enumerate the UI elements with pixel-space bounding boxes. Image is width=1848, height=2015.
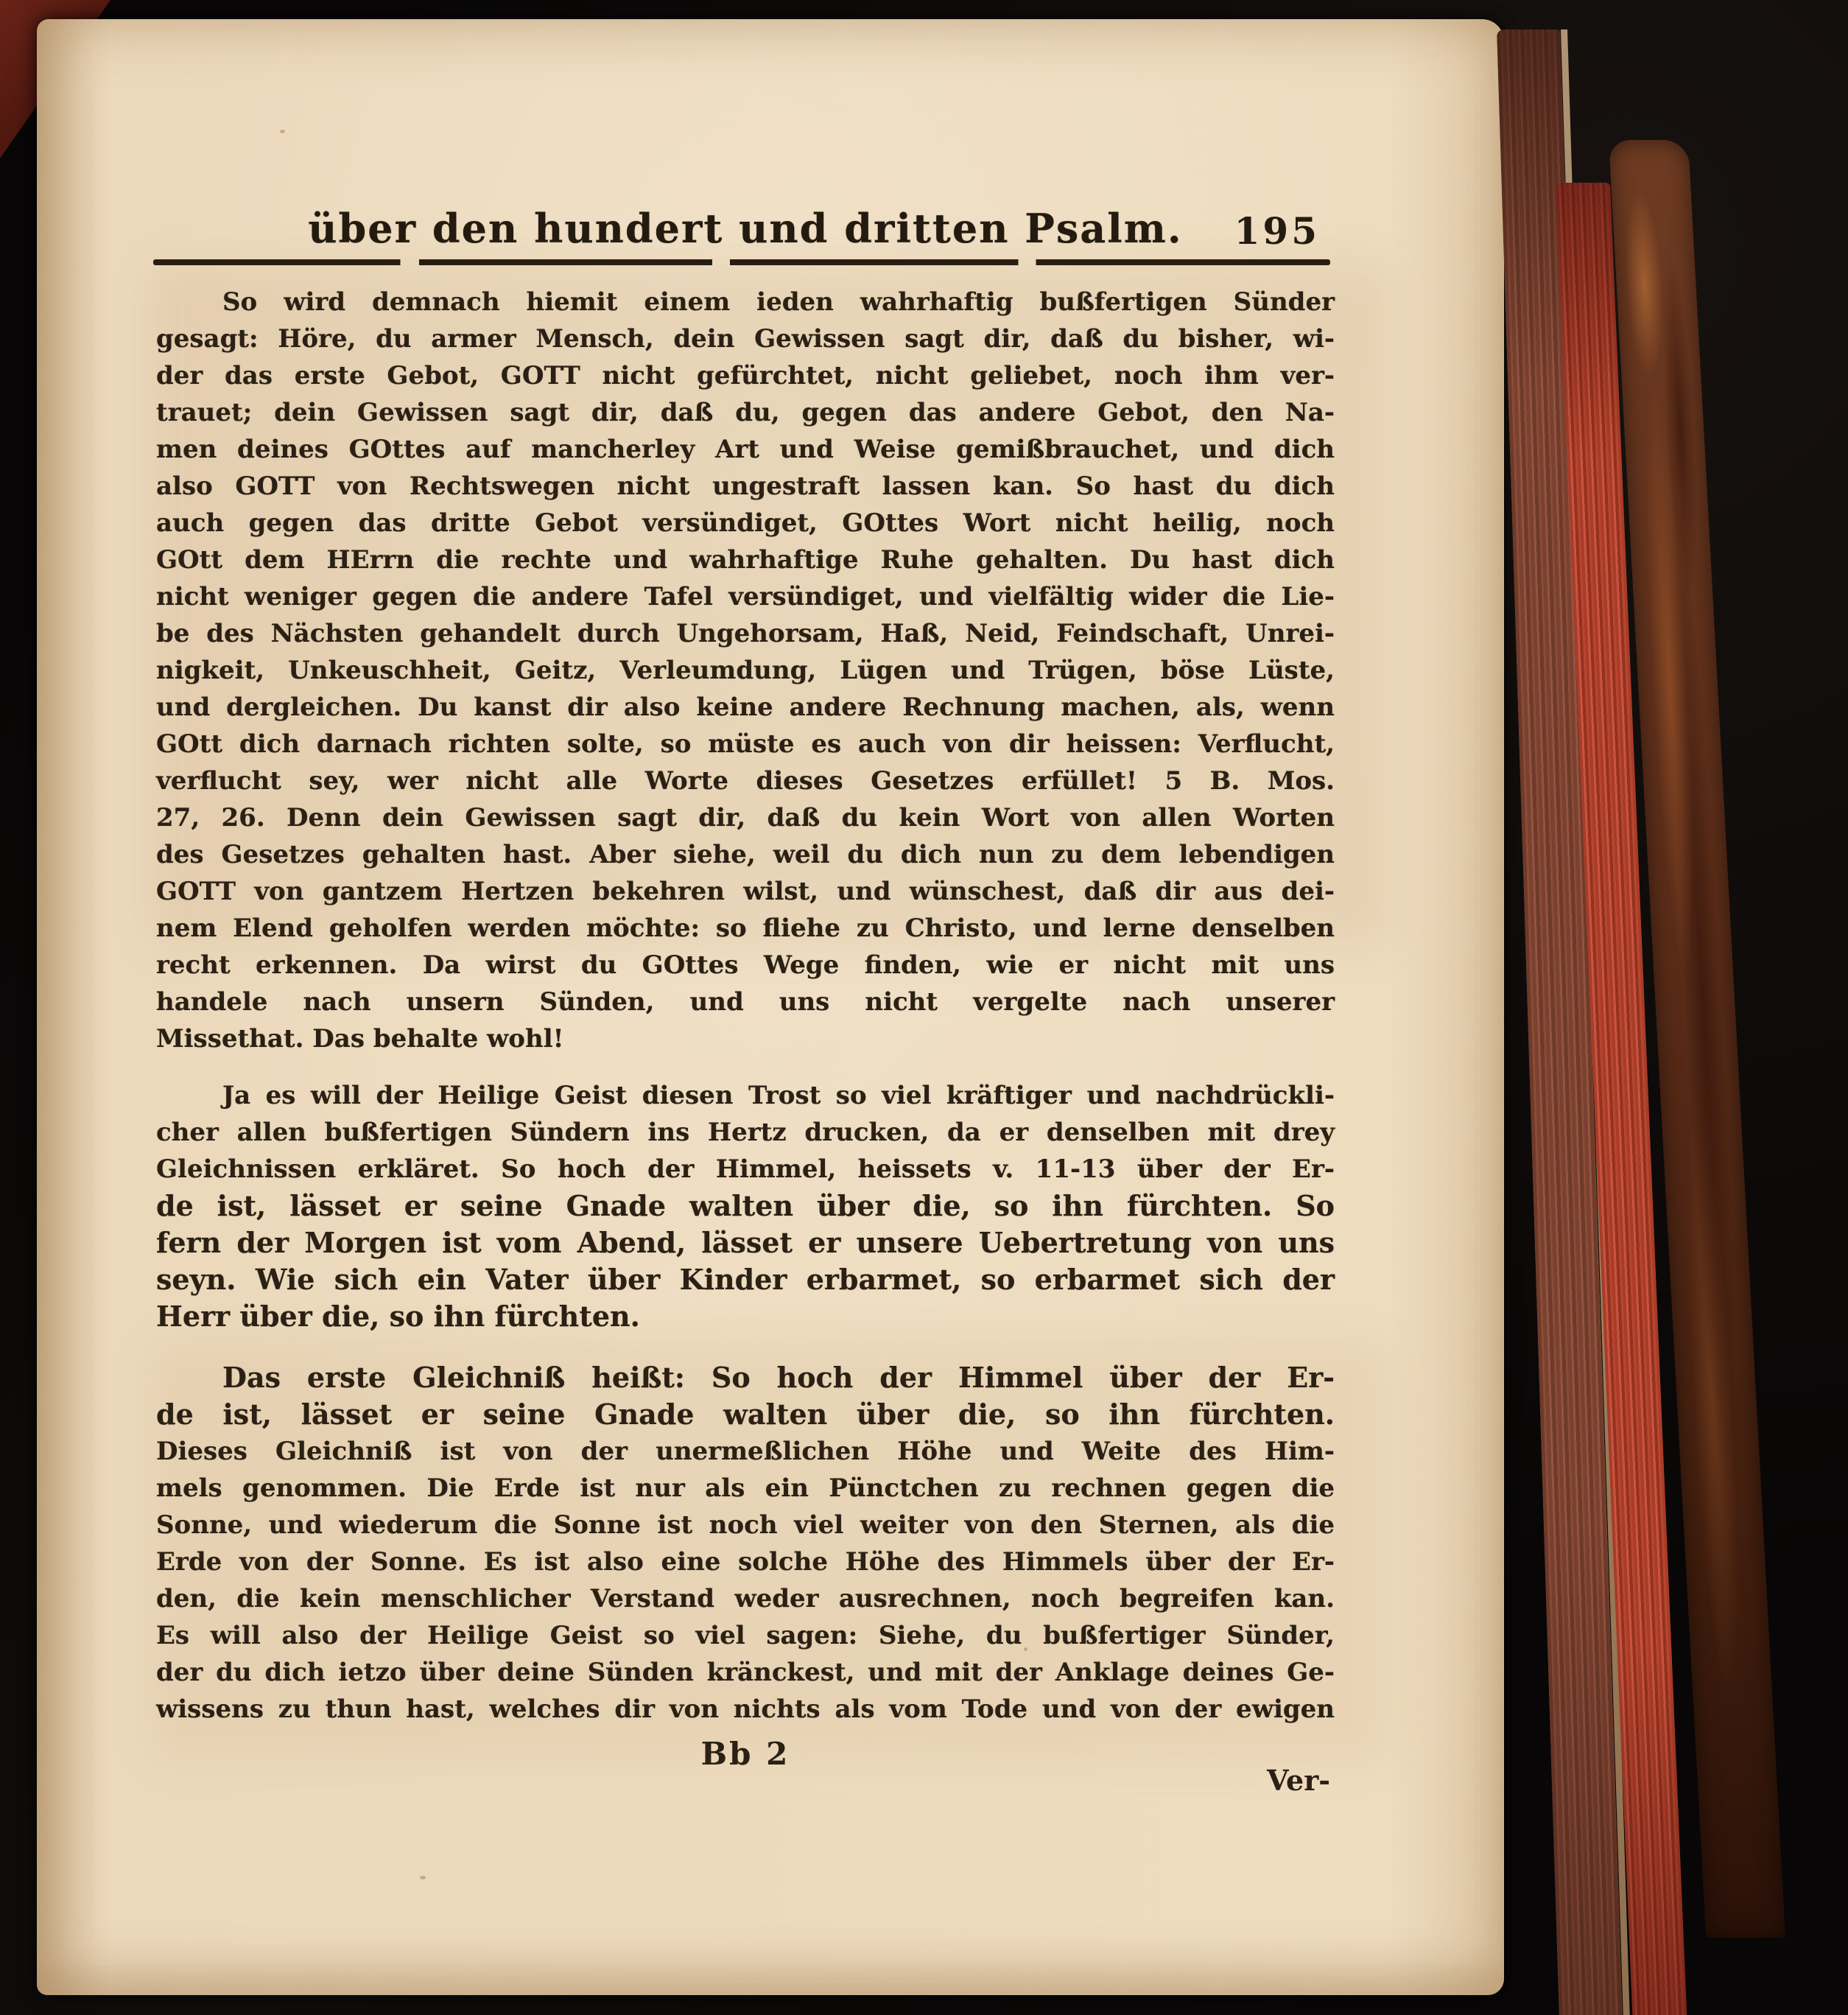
paper-speck: [280, 130, 285, 133]
text-line: verflucht sey, wer nicht alle Worte dieses Gesetzes erfüllet! 5 B. Mos.: [156, 766, 1335, 796]
text-line: de ist, lässet er seine Gnade walten über die, so ihn fürchten. So: [156, 1189, 1335, 1222]
text-line: nem Elend geholfen werden möchte: so fliehe zu Christo, und lerne denselben: [156, 914, 1335, 943]
paragraph-3: [156, 1359, 1335, 1728]
text-line: Herr über die, so ihn fürchten.: [156, 1300, 640, 1333]
text-line: GOTT von gantzem Hertzen bekehren wilst, und wünschest, daß dir aus dei-: [156, 877, 1335, 906]
text-line: den, die kein menschlicher Verstand weder ausrechnen, noch begreifen kan.: [156, 1584, 1335, 1613]
text-line: trauet; dein Gewissen sagt dir, daß du, gegen das andere Gebot, den Na-: [156, 398, 1335, 427]
text-line: de ist, lässet er seine Gnade walten über die, so ihn fürchten.: [156, 1398, 1335, 1431]
text-block: [156, 284, 1335, 1728]
text-line: des Gesetzes gehalten hast. Aber siehe, weil du dich nun zu dem lebendigen: [156, 840, 1335, 869]
text-line: Dieses Gleichniß ist von der unermeßlichen Höhe und Weite des Him-: [156, 1437, 1335, 1466]
text-line: und dergleichen. Du kanst dir also keine andere Rechnung machen, als, wenn: [156, 693, 1335, 722]
text-line: Sonne, und wiederum die Sonne ist noch viel weiter von den Sternen, als die: [156, 1510, 1335, 1540]
paper-speck: [420, 1876, 426, 1879]
text-line: gesagt: Höre, du armer Mensch, dein Gewissen sagt dir, daß du bisher, wi-: [156, 324, 1335, 354]
text-line: So wird demnach hiemit einem ieden wahrhaftig bußfertigen Sünder: [222, 287, 1335, 317]
text-line: fern der Morgen ist vom Abend, lässet er unsere Uebertretung von uns: [156, 1226, 1335, 1259]
text-line: men deines GOttes auf mancherley Art und Weise gemißbrauchet, und dich: [156, 435, 1335, 464]
text-line: nicht weniger gegen die andere Tafel versündiget, und vielfältig wider die Lie-: [156, 582, 1335, 611]
text-line: Missethat. Das behalte wohl!: [156, 1024, 564, 1054]
text-line: wissens zu thun hast, welches dir von nichts als vom Tode und von der ewigen: [156, 1695, 1335, 1724]
paragraph-1: [156, 284, 1335, 1057]
page-number: 195: [1234, 209, 1320, 253]
text-line: der du dich ietzo über deine Sünden kränckest, und mit der Anklage deines Ge-: [156, 1658, 1335, 1687]
signature-mark: Bb 2: [700, 1736, 790, 1772]
text-line: Erde von der Sonne. Es ist also eine solche Höhe des Himmels über der Er-: [156, 1547, 1335, 1577]
text-line: seyn. Wie sich ein Vater über Kinder erbarmet, so erbarmet sich der: [156, 1263, 1335, 1296]
text-line: Ja es will der Heilige Geist diesen Trost so viel kräftiger und nachdrückli-: [222, 1081, 1335, 1110]
text-line: Es will also der Heilige Geist so viel sagen: Siehe, du bußfertiger Sünder,: [156, 1621, 1335, 1650]
text-line: der das erste Gebot, GOTT nicht gefürchtet, nicht geliebet, noch ihm ver-: [156, 361, 1335, 390]
text-line: mels genommen. Die Erde ist nur als ein Pünctchen zu rechnen gegen die: [156, 1473, 1335, 1503]
text-line: Gleichnissen erkläret. So hoch der Himmel, heissets v. 11-13 über der Er-: [156, 1154, 1335, 1184]
text-line: GOtt dem HErrn die rechte und wahrhaftige Ruhe gehalten. Du hast dich: [156, 545, 1335, 575]
text-line: handele nach unsern Sünden, und uns nicht vergelte nach unserer: [156, 987, 1335, 1017]
text-line: GOtt dich darnach richten solte, so müste es auch von dir heissen: Verflucht,: [156, 729, 1335, 759]
text-line: also GOTT von Rechtswegen nicht ungestraft lassen kan. So hast du dich: [156, 472, 1335, 501]
header-rule: [153, 259, 1330, 265]
book-page: [37, 19, 1504, 1995]
catchword: Ver-: [1267, 1764, 1330, 1797]
text-line: nigkeit, Unkeuschheit, Geitz, Verleumdung, Lügen und Trügen, böse Lüste,: [156, 656, 1335, 685]
running-title: über den hundert und dritten Psalm.: [308, 205, 1183, 252]
text-line: auch gegen das dritte Gebot versündiget, GOttes Wort nicht heilig, noch: [156, 508, 1335, 538]
text-line: 27, 26. Denn dein Gewissen sagt dir, daß du kein Wort von allen Worten: [156, 803, 1335, 833]
text-line: recht erkennen. Da wirst du GOttes Wege finden, wie er nicht mit uns: [156, 950, 1335, 980]
text-line: be des Nächsten gehandelt durch Ungehorsam, Haß, Neid, Feindschaft, Unrei-: [156, 619, 1335, 648]
text-line: cher allen bußfertigen Sündern ins Hertz drucken, da er denselben mit drey: [156, 1118, 1335, 1147]
text-line: Das erste Gleichniß heißt: So hoch der Himmel über der Er-: [222, 1361, 1335, 1394]
paragraph-2: [156, 1077, 1335, 1335]
